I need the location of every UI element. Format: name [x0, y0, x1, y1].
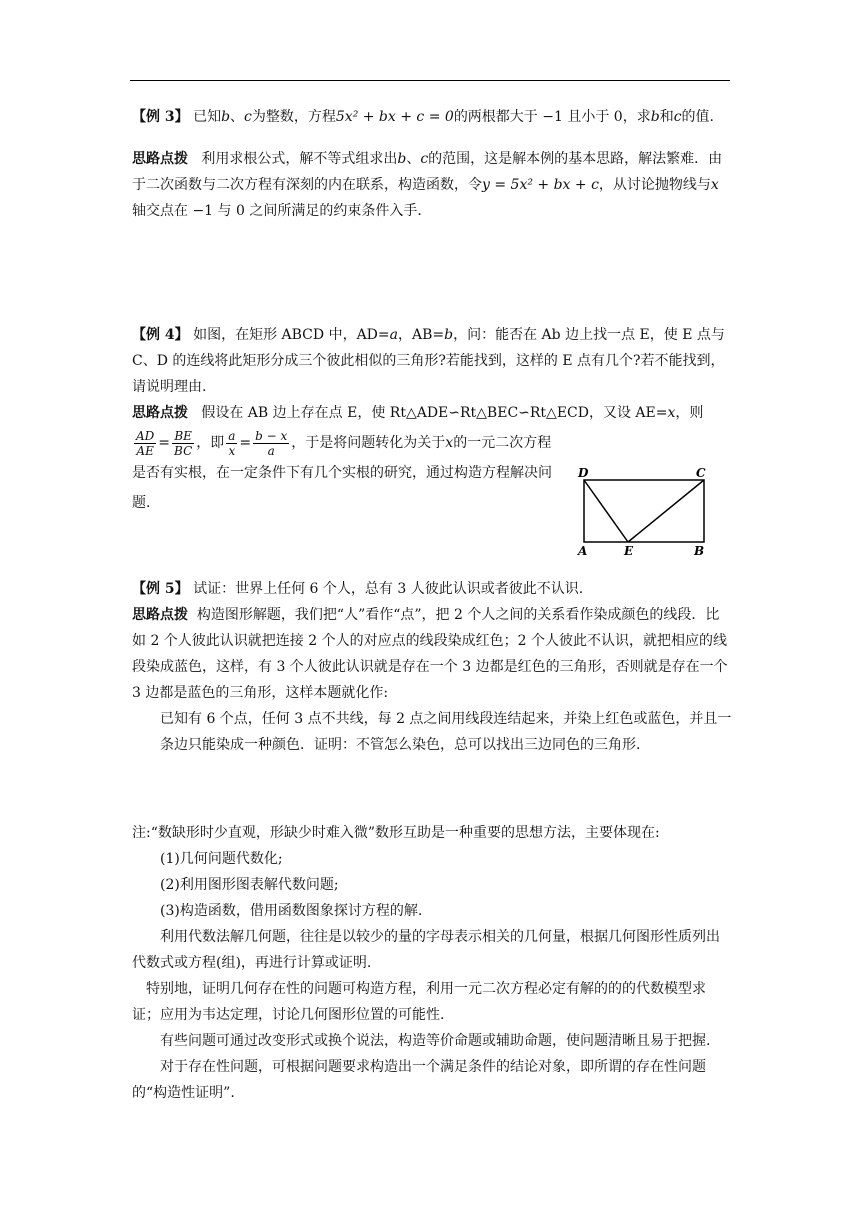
label-c: C — [696, 466, 706, 480]
example-4-label: 【例 4】 — [132, 327, 189, 343]
note-paragraph-1: 利用代数法解几何题，往往是以较少的量的字母表示相关的几何量，根据几何图形性质列出代数式或方程(组)，再进行计算或证明. — [132, 929, 720, 971]
equation-1: 5x² + bx + c = 0 — [335, 109, 454, 125]
hint-label: 思路点拨 — [132, 607, 188, 623]
note-item-3: (3)构造函数，借用函数图象探讨方程的解. — [160, 903, 423, 919]
hint-label: 思路点拨 — [132, 151, 188, 167]
note-section — [132, 820, 732, 1106]
note-paragraph-3: 有些问题可通过改变形式或换个说法，构造等价命题或辅助命题，使问题清晰且易于把握. — [160, 1033, 711, 1049]
note-paragraph-2: 特别地，证明几何存在性的问题可构造方程，利用一元二次方程必定有解的的的代数模型求证；应用为韦达定理，讨论几何图形位置的可能性. — [132, 981, 706, 1023]
example-3-label: 【例 3】 — [132, 109, 189, 125]
label-a: A — [578, 544, 588, 558]
fraction-bx-a: $\frac{b - x}{a}$ — [255, 428, 288, 458]
example-5 — [132, 576, 732, 758]
fraction-a-x: $\frac{a}{x}$ — [228, 428, 236, 458]
note-paragraph-4: 对于存在性问题，可根据问题要求构造出一个满足条件的结论对象，即所谓的存在性问题的“构造性证明”. — [132, 1059, 706, 1101]
rectangle-abcd — [584, 480, 704, 542]
example-3 — [132, 104, 730, 224]
rectangle-figure — [576, 466, 716, 558]
example-5-label: 【例 5】 — [132, 581, 189, 597]
example-5-question: 【例 5】 试证：世界上任何 6 个人，总有 3 人彼此认识或者彼此不认识. — [132, 581, 584, 597]
header-rule — [130, 80, 730, 81]
label-b: B — [694, 544, 705, 558]
fraction-ad-ae: $\frac{AD}{AE}$ — [136, 428, 155, 458]
example-4-hint: 思路点拨 假设在 AB 边上存在点 E，使 Rt△ADE∽Rt△BEC∽Rt△ECD，又设 AE=x，则 — [132, 405, 704, 421]
example-4-proportion: $\frac{AD}{AE}$ = $\frac{BE}{BC}$ ，即 $\frac{a}{x}$ = $\frac{b - x}{a}$ ，于是将问题转化为关于x的一元二次方程是否有实根，在一定条件下有几个实根的研究，通过构造方程解决问题. — [132, 428, 552, 511]
example-4-question: 【例 4】 如图，在矩形 ABCD 中，AD=a，AB=b，问：能否在 Ab 边上找一点 E，使 E 点与 C、D 的连线将此矩形分成三个彼此相似的三角形?若能找到，这样的 E 点有几个?若不能找到，请说明理由. — [132, 327, 725, 395]
segment-de — [584, 480, 628, 542]
example-3-question: 【例 3】 已知b、c为整数，方程5x² + bx + c = 0的两根都大于 −1 且小于 0，求b和c的值. — [132, 109, 714, 125]
note-intro: 注:“数缺形时少直观，形缺少时难入微”数形互助是一种重要的思想方法，主要体现在: — [132, 825, 660, 841]
example-3-hint: 思路点拨 利用求根公式，解不等式组求出b、c的范围，这是解本例的基本思路，解法繁难．由于二次函数与二次方程有深刻的内在联系，构造函数，令y = 5x² + bx + c，从讨论抛物线与x轴交点在 −1 与 0 之间所满足的约束条件入手． — [132, 151, 723, 219]
label-e: E — [624, 544, 634, 558]
example-5-hint: 思路点拨 构造图形解题，我们把“人”看作“点”，把 2 个人之间的关系看作染成颜色的线段．比如 2 个人彼此认识就把连接 2 个人的对应点的线段染成红色；2 个人彼此不认识，就把相应的线段染成蓝色，这样，有 3 个人彼此认识就是存在一个 3 边都是红色的三角形，否则就是存在一个 3 边都是蓝色的三角形，这样本题就化作: — [132, 607, 728, 701]
fraction-be-bc: $\frac{BE}{BC}$ — [174, 428, 193, 458]
segment-ec — [628, 480, 704, 542]
hint-label: 思路点拨 — [132, 405, 188, 421]
note-item-1: (1)几何问题代数化; — [160, 851, 283, 867]
example-5-restatement: 已知有 6 个点，任何 3 点不共线，每 2 点之间用线段连结起来，并染上红色或蓝色，并且一条边只能染成一种颜色．证明：不管怎么染色，总可以找出三边同色的三角形. — [160, 711, 732, 753]
note-item-2: (2)利用图形图表解代数问题; — [160, 877, 339, 893]
label-d: D — [578, 466, 589, 480]
